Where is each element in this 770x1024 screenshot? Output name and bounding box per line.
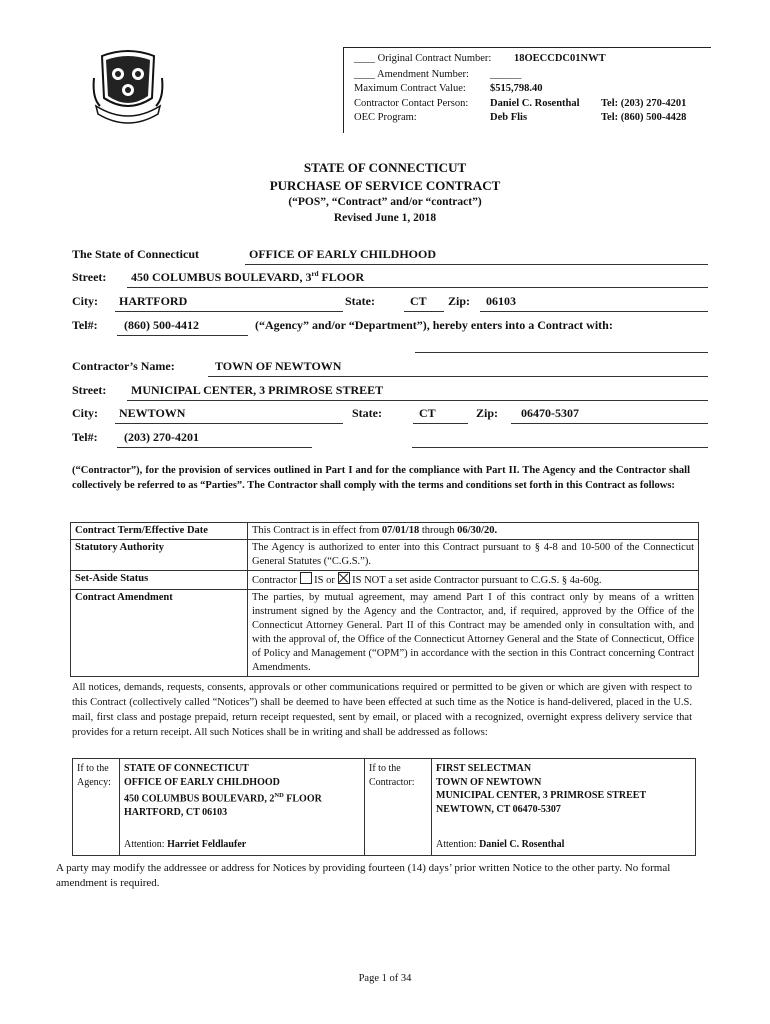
intro-paragraph: (“Contractor”), for the provision of services outlined in Part I and for the compliance with Part II. The Agency and the Contractor shall collectively be referred to as “Parties”. The Contractor shall comply with the terms and conditions set forth in this Contract as follows: <box>72 465 690 491</box>
agency-enters-text: (“Agency” and/or “Department”), hereby enters into a Contract with: <box>255 318 613 332</box>
agency-street-label: Street: <box>72 270 107 284</box>
original-contract-number-label: ____ Original Contract Number: <box>354 53 492 64</box>
setaside-value: Contractor IS or IS NOT a set aside Contractor pursuant to C.G.S. § 4a-60g. <box>248 571 699 590</box>
amendment-number-label: ____ Amendment Number: <box>354 69 469 80</box>
notice-agency-label: If to the Agency: <box>73 759 120 856</box>
contractor-name-label: Contractor’s Name: <box>72 359 175 373</box>
setaside-is-checkbox[interactable] <box>300 572 312 584</box>
contractor-street-label: Street: <box>72 383 107 397</box>
agency-tel: (860) 500-4412 <box>124 318 199 332</box>
original-contract-number: 18OECCDC01NWT <box>514 53 606 64</box>
page-number: Page 1 of 34 <box>358 973 412 984</box>
agency-state: CT <box>410 294 427 308</box>
term-label: Contract Term/Effective Date <box>71 523 248 540</box>
setaside-label: Set-Aside Status <box>71 571 248 590</box>
modify-paragraph: A party may modify the addressee or address for Notices by providing fourteen (14) days’ prior written Notice to the other party. No formal amendment is required. <box>56 862 671 889</box>
oec-program: Deb Flis <box>490 112 528 123</box>
contractor-state: CT <box>419 406 436 420</box>
notice-contractor-address: FIRST SELECTMAN TOWN OF NEWTOWN MUNICIPAL CENTER, 3 PRIMROSE STREET NEWTOWN, CT 06470-5307 Attention: Daniel C. Rosenthal <box>432 759 696 856</box>
contractor-city-label: City: <box>72 406 98 420</box>
amendment-label: Contract Amendment <box>71 590 248 677</box>
agency-city-label: City: <box>72 294 98 308</box>
notices-paragraph: All notices, demands, requests, consents, approvals or other communications required or permitted to be given or which are given with respect to this Contract (collectively called “Notices”) shall be deemed to have been effected at such time as the Notice is hand-delivered, placed in the U.S. mail, first class and postage prepaid, return receipt requested, sent by email, or placed with a recognized, overnight express delivery service that provides for a return receipt. All such Notices shall be in writing and shall be addressed as follows: <box>72 682 692 738</box>
contractor-tel: (203) 270-4201 <box>124 430 199 444</box>
agency-state-field-label: State: <box>345 294 375 308</box>
agency-street: 450 COLUMBUS BOULEVARD, 3rd FLOOR <box>131 270 365 284</box>
agency-state-label: The State of Connecticut <box>72 247 199 261</box>
doc-title-line2: PURCHASE OF SERVICE CONTRACT <box>269 178 501 193</box>
contractor-tel-label: Tel#: <box>72 430 98 444</box>
contractor-state-label: State: <box>352 406 382 420</box>
contact-tel: Tel: (203) 270-4201 <box>601 98 687 109</box>
notice-address-table <box>72 758 696 856</box>
statutory-text: The Agency is authorized to enter into this Contract pursuant to § 4-8 and 10-500 of the Connecticut General Statutes (“C.G.S.”). <box>248 540 699 571</box>
contractor-street: MUNICIPAL CENTER, 3 PRIMROSE STREET <box>131 383 384 397</box>
term-value: This Contract is in effect from 07/01/18 through 06/30/20. <box>248 523 699 540</box>
contract-terms-table <box>70 522 699 677</box>
max-value-label: Maximum Contract Value: <box>354 83 466 94</box>
notice-contractor-label: If to the Contractor: <box>365 759 432 856</box>
agency-zip-label: Zip: <box>448 294 471 308</box>
contractor-city: NEWTOWN <box>119 406 186 420</box>
contractor-zip: 06470-5307 <box>521 406 579 420</box>
agency-tel-label: Tel#: <box>72 318 98 332</box>
state-seal <box>92 48 164 132</box>
oec-tel: Tel: (860) 500-4428 <box>601 112 687 123</box>
statutory-label: Statutory Authority <box>71 540 248 571</box>
agency-name: OFFICE OF EARLY CHILDHOOD <box>249 247 437 261</box>
agency-zip: 06103 <box>486 294 516 308</box>
setaside-isnot-checkbox[interactable] <box>338 572 350 584</box>
notice-agency-address: STATE OF CONNECTICUT OFFICE OF EARLY CHILDHOOD 450 COLUMBUS BOULEVARD, 2ND FLOOR HARTFORD, CT 06103 Attention: Harriet Feldlaufer <box>120 759 365 856</box>
amendment-number: ______ <box>490 69 522 80</box>
contact-person: Daniel C. Rosenthal <box>490 98 580 109</box>
contractor-name: TOWN OF NEWTOWN <box>215 359 342 373</box>
doc-title-line1: STATE OF CONNECTICUT <box>303 160 467 175</box>
contract-info-box <box>343 47 711 133</box>
agency-city: HARTFORD <box>119 294 188 308</box>
max-value: $515,798.40 <box>490 83 543 94</box>
oec-program-label: OEC Program: <box>354 112 417 123</box>
doc-title-line4: Revised June 1, 2018 <box>333 212 437 224</box>
doc-title-line3: (“POS”, “Contract” and/or “contract”) <box>288 196 482 208</box>
contact-person-label: Contractor Contact Person: <box>354 98 469 109</box>
contractor-zip-label: Zip: <box>476 406 499 420</box>
amendment-text: The parties, by mutual agreement, may amend Part I of this contract only by means of a written instrument signed by the Agency and the Contractor, and, if required, approved by the Office of the Connecticut Attorney General. Part II of this Contract may be amended only in consultation with, and with the approval of, the Office of the Connecticut Attorney General and the State of Connecticut, Office of Policy and Management (“OPM”) in accordance with the section in this Contract concerning Contract Amendments. <box>248 590 699 677</box>
